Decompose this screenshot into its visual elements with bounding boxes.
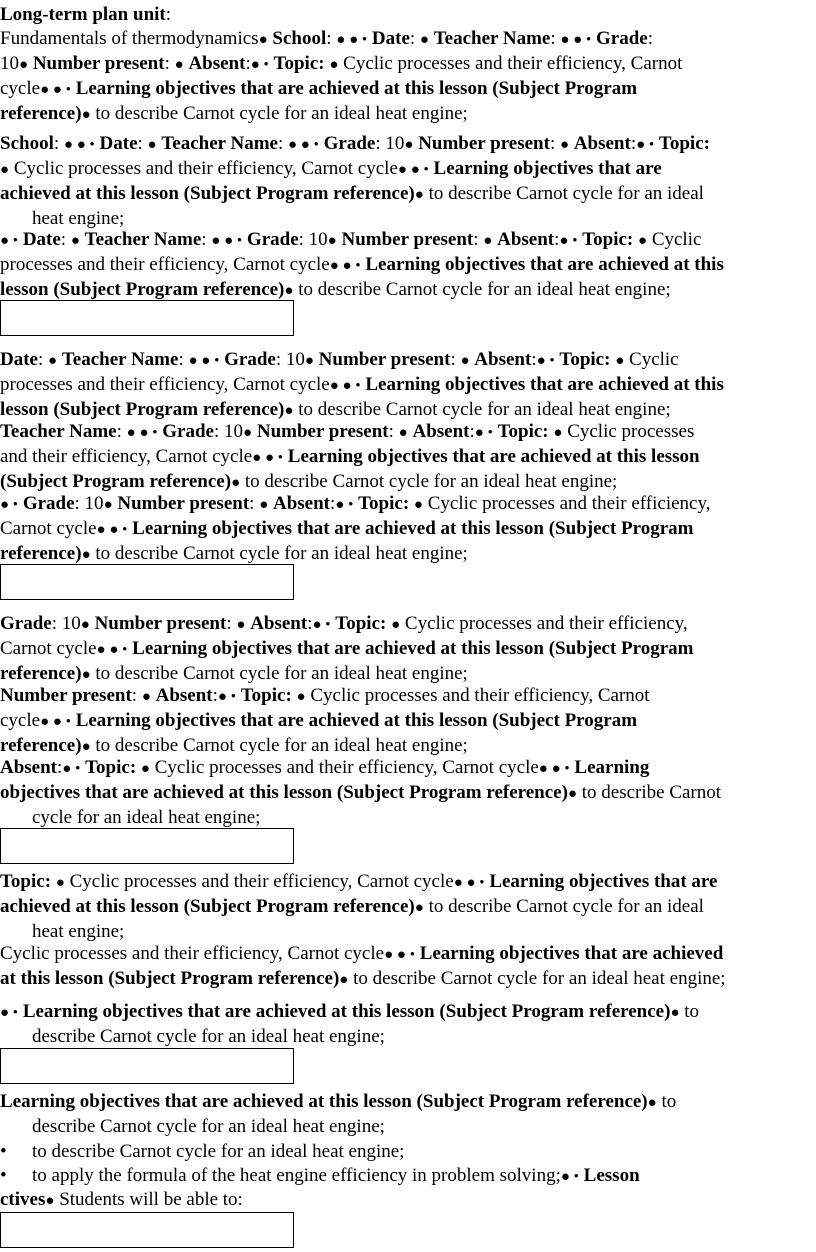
objectives-paragraph-1: ● • Learning objectives that are achieved at this lesson (Subject Program reference)● to describe Carnot cycle for an ideal heat engine; bbox=[0, 1001, 700, 1047]
cyclic-paragraph: Cyclic processes and their efficiency, Carnot cycle● ● • Learning objectives that are achieved at this lesson (Subject Program reference)● to describe Carnot cycle for an ideal heat engine; bbox=[0, 943, 726, 989]
bullet-icon: • bbox=[0, 1141, 7, 1162]
header-line-4: cycle● ● • Learning objectives that are achieved at this lesson (Subject Program bbox=[0, 78, 638, 99]
number-present-paragraph: Number present: ● Absent:● • Topic: ● Cyclic processes and their efficiency, Carnot cycle● ● • Learning objectives that are achieved at this lesson (Subject Program reference)● to describe Carnot cycle for an ideal heat engine; bbox=[0, 685, 650, 756]
header-line-2: Fundamentals of thermodynamics● School: ● ● • Date: ● Teacher Name: ● ● • Grade: bbox=[0, 28, 653, 49]
objectives-paragraph-2: Learning objectives that are achieved at this lesson (Subject Program reference)● to describe Carnot cycle for an ideal heat engine; bbox=[0, 1091, 677, 1137]
bullet-icon: • bbox=[0, 1165, 7, 1186]
grade-paragraph-2: Grade: 10● Number present: ● Absent:● • Topic: ● Cyclic processes and their efficiency, Carnot cycle● ● • Learning objectives that are achieved at this lesson (Subject Program reference)● to describe Carnot cycle for an ideal heat engine; bbox=[0, 613, 694, 684]
teacher-paragraph: Teacher Name: ● ● • Grade: 10● Number present: ● Absent:● • Topic: ● Cyclic processes and their efficiency, Carnot cycle● ● • Learning objectives that are achieved at this lesson (Subject Program reference)● to describe Carnot cycle for an ideal heat engine; bbox=[0, 421, 700, 492]
topic-paragraph: Topic: ● Cyclic processes and their efficiency, Carnot cycle● ● • Learning objectives that are achieved at this lesson (Subject Program reference)● to describe Carnot cycle for an ideal heat engine; bbox=[0, 871, 718, 942]
grade-paragraph-1: ● • Grade: 10● Number present: ● Absent:● • Topic: ● Cyclic processes and their efficiency, Carnot cycle● ● • Learning objectives that are achieved at this lesson (Subject Program reference)● to describe Carnot cycle for an ideal heat engine; bbox=[0, 493, 711, 564]
list-item: • to apply the formula of the heat engine efficiency in problem solving;● • Lesson bbox=[0, 1165, 640, 1186]
header-line-3: 10● Number present: ● Absent:● • Topic: ● Cyclic processes and their efficiency, Carnot bbox=[0, 53, 683, 74]
lesson-objectives-line: ctives● Students will be able to: bbox=[0, 1189, 243, 1210]
input-box-1[interactable] bbox=[0, 300, 294, 336]
header-line-1: Long-term plan unit: bbox=[0, 4, 172, 25]
input-box-5[interactable] bbox=[0, 1212, 294, 1248]
objectives-list bbox=[0, 1140, 812, 1189]
header-line-5: reference)● to describe Carnot cycle for an ideal heat engine; bbox=[0, 103, 468, 124]
input-box-2[interactable] bbox=[0, 564, 294, 600]
date-paragraph-2: Date: ● Teacher Name: ● ● • Grade: 10● Number present: ● Absent:● • Topic: ● Cyclic processes and their efficiency, Carnot cycle● ● • Learning objectives that are achieved at this lesson (Subject Program reference)● to describe Carnot cycle for an ideal heat engine; bbox=[0, 349, 724, 420]
input-box-4[interactable] bbox=[0, 1048, 294, 1084]
header-block bbox=[0, 3, 812, 127]
input-box-3[interactable] bbox=[0, 828, 294, 864]
absent-paragraph: Absent:● • Topic: ● Cyclic processes and their efficiency, Carnot cycle● ● • Learning objectives that are achieved at this lesson (Subject Program reference)● to describe Carnot cycle for an ideal heat engine; bbox=[0, 757, 722, 828]
list-item: • to describe Carnot cycle for an ideal heat engine; bbox=[0, 1141, 405, 1162]
school-paragraph: School: ● ● • Date: ● Teacher Name: ● ● • Grade: 10● Number present: ● Absent:● • Topic: ● Cyclic processes and their efficiency, Carnot cycle● ● • Learning objectives that are achieved at this lesson (Subject Program reference)● to describe Carnot cycle for an ideal heat engine; bbox=[0, 133, 710, 229]
date-paragraph-1: ● • Date: ● Teacher Name: ● ● • Grade: 10● Number present: ● Absent:● • Topic: ● Cyclic processes and their efficiency, Carnot cycle● ● • Learning objectives that are achieved at this lesson (Subject Program reference)● to describe Carnot cycle for an ideal heat engine; bbox=[0, 229, 724, 300]
